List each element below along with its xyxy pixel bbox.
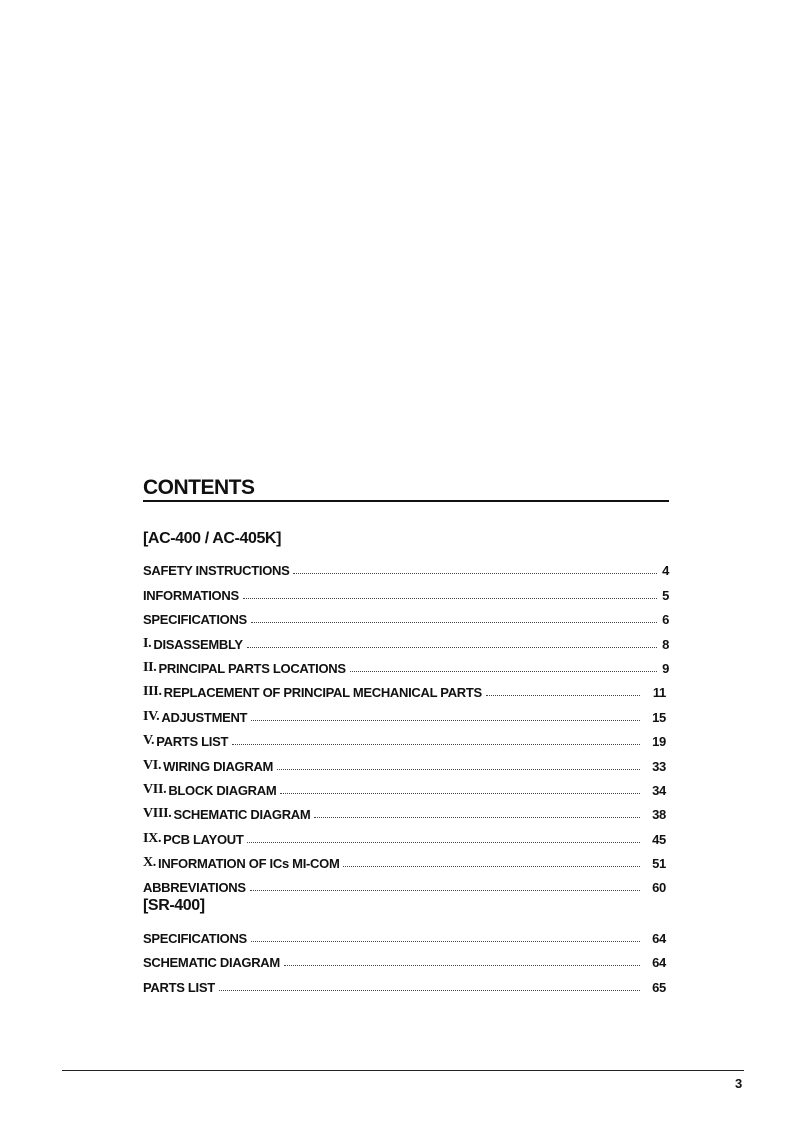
title-underline (143, 500, 669, 502)
toc-entry-label: SAFETY INSTRUCTIONS (143, 563, 290, 579)
toc-entry-label: PRINCIPAL PARTS LOCATIONS (158, 660, 346, 676)
page-title: CONTENTS (143, 476, 255, 499)
toc-entry (143, 847, 669, 871)
toc-entry-label: INFORMATIONS (143, 587, 239, 603)
toc-dot-leader (251, 941, 640, 942)
toc-entry-numeral: II. (143, 659, 157, 675)
toc-entry-label: BLOCK DIAGRAM (168, 782, 277, 798)
toc-dot-leader (293, 573, 657, 574)
toc-dot-leader (247, 647, 657, 648)
toc-entry (143, 603, 669, 627)
toc-entry-page-number: 38 (652, 807, 666, 823)
toc-entry (143, 871, 669, 895)
toc-entry-numeral: V. (143, 733, 155, 749)
toc-entry (143, 946, 669, 970)
toc-list-ac-400 (143, 554, 669, 895)
toc-dot-leader (247, 842, 640, 843)
toc-dot-leader (250, 890, 640, 891)
toc-entry (143, 970, 669, 994)
toc-entry-page-number: 19 (652, 734, 666, 750)
toc-dot-leader (277, 769, 640, 770)
toc-entry-label: ABBREVIATIONS (143, 880, 246, 896)
toc-dot-leader (486, 695, 640, 696)
toc-entry-page-number: 64 (652, 955, 666, 971)
toc-entry-page-number: 65 (652, 979, 666, 995)
toc-entry-numeral: I. (143, 635, 152, 651)
toc-entry (143, 652, 669, 676)
toc-entry-label: SPECIFICATIONS (143, 930, 247, 946)
toc-entry-label: DISASSEMBLY (153, 636, 243, 652)
toc-entry-label: REPLACEMENT OF PRINCIPAL MECHANICAL PARTS (163, 685, 482, 701)
toc-dot-leader (243, 598, 657, 599)
section-heading-ac-400: [AC-400 / AC-405K] (143, 530, 282, 547)
toc-entry (143, 578, 669, 602)
toc-entry-page-number: 4 (662, 563, 669, 579)
toc-entry (143, 554, 669, 578)
toc-dot-leader (251, 720, 640, 721)
toc-entry-numeral: VII. (143, 781, 167, 797)
toc-dot-leader (251, 622, 657, 623)
toc-entry (143, 749, 669, 773)
toc-dot-leader (314, 817, 640, 818)
toc-entry-label: PARTS LIST (143, 979, 215, 995)
toc-entry-label: WIRING DIAGRAM (163, 758, 274, 774)
toc-dot-leader (232, 744, 640, 745)
toc-entry (143, 700, 669, 724)
toc-entry-page-number: 5 (662, 587, 669, 603)
toc-dot-leader (219, 990, 640, 991)
toc-entry (143, 774, 669, 798)
toc-entry (143, 822, 669, 846)
toc-dot-leader (280, 793, 640, 794)
table-of-contents (143, 477, 669, 995)
toc-entry-page-number: 6 (662, 612, 669, 628)
toc-entry-numeral: IX. (143, 830, 162, 846)
toc-list-sr-400 (143, 921, 669, 994)
toc-entry-label: SCHEMATIC DIAGRAM (173, 807, 311, 823)
section-heading-sr-400: [SR-400] (143, 897, 205, 915)
toc-entry-numeral: III. (143, 684, 162, 700)
toc-entry-label: ADJUSTMENT (161, 709, 248, 725)
toc-entry-page-number: 51 (652, 856, 666, 872)
page-number: 3 (735, 1076, 743, 1091)
footer-rule (62, 1070, 744, 1071)
toc-entry-page-number: 60 (652, 880, 666, 896)
toc-entry-page-number: 11 (652, 685, 666, 701)
toc-entry-label: PARTS LIST (156, 734, 229, 750)
toc-entry-numeral: VI. (143, 757, 162, 773)
toc-entry (143, 676, 669, 700)
toc-dot-leader (284, 965, 640, 966)
toc-entry-numeral: IV. (143, 708, 160, 724)
toc-entry (143, 921, 669, 945)
toc-entry-label: SCHEMATIC DIAGRAM (143, 955, 280, 971)
toc-entry (143, 725, 669, 749)
toc-entry-page-number: 8 (662, 636, 669, 652)
toc-entry (143, 798, 669, 822)
toc-entry-numeral: X. (143, 855, 157, 871)
toc-dot-leader (350, 671, 657, 672)
toc-entry-page-number: 9 (662, 660, 669, 676)
toc-entry-label: INFORMATION OF ICs MI-COM (158, 856, 340, 872)
toc-dot-leader (343, 866, 640, 867)
toc-entry (143, 627, 669, 651)
toc-entry-page-number: 34 (652, 782, 666, 798)
toc-entry-page-number: 15 (652, 709, 666, 725)
toc-entry-label: PCB LAYOUT (163, 831, 244, 847)
toc-entry-numeral: VIII. (143, 806, 172, 822)
toc-entry-page-number: 45 (652, 831, 666, 847)
toc-entry-label: SPECIFICATIONS (143, 612, 247, 628)
toc-entry-page-number: 33 (652, 758, 666, 774)
toc-entry-page-number: 64 (652, 930, 666, 946)
